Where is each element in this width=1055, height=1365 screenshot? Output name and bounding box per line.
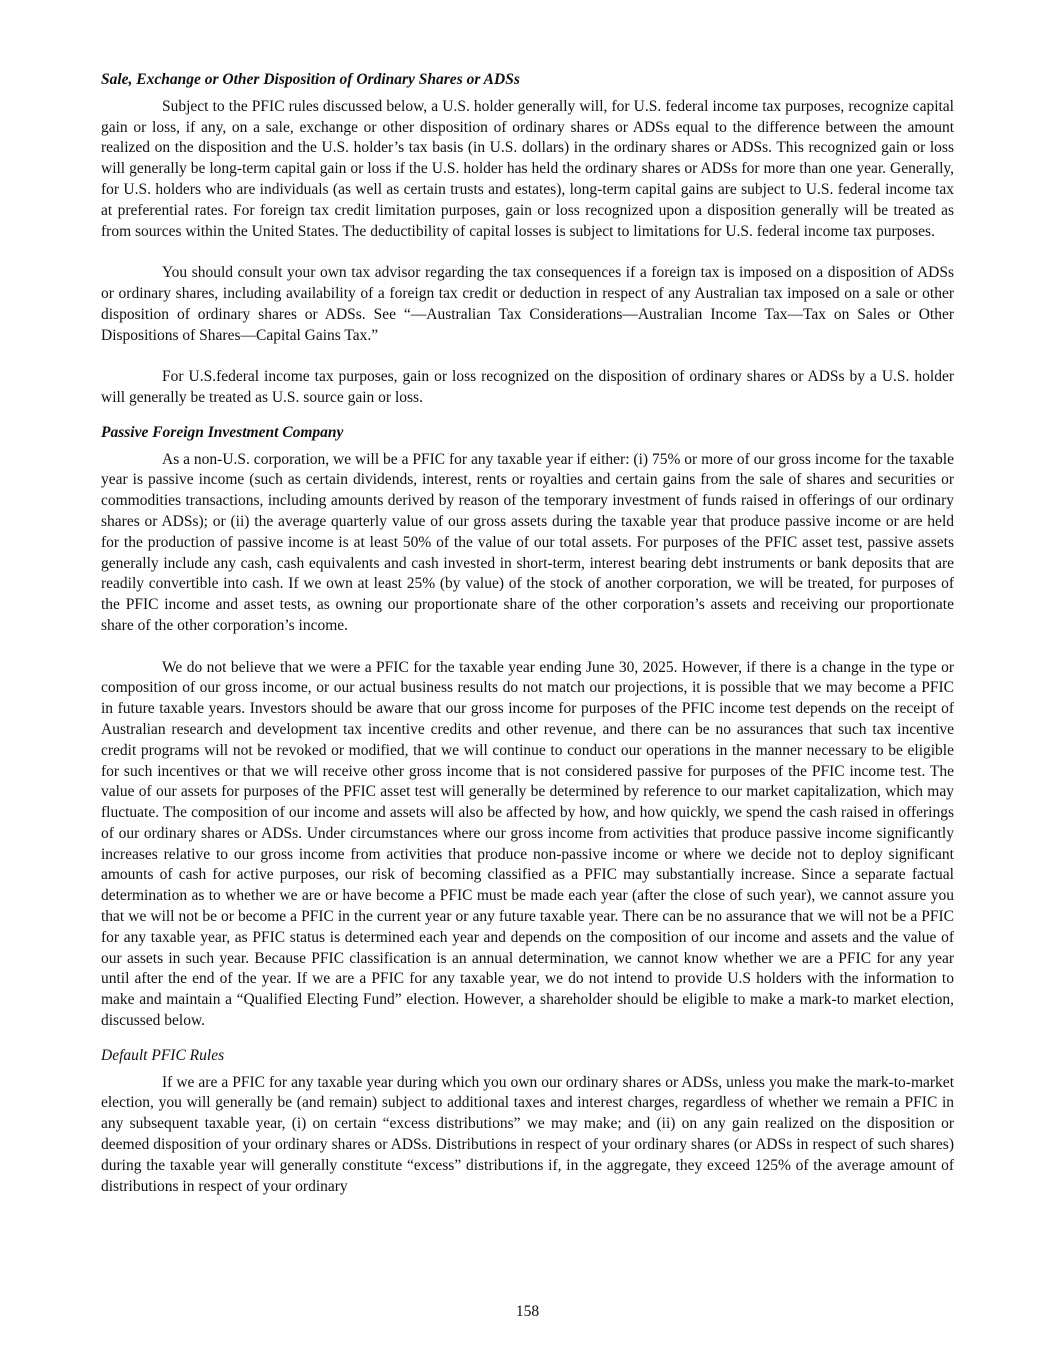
section-heading-sale: Sale, Exchange or Other Disposition of Ordinary Shares or ADSs (101, 71, 520, 88)
subsection-heading-default-pfic-rules: Default PFIC Rules (101, 1046, 225, 1064)
paragraph: As a non-U.S. corporation, we will be a PFIC for any taxable year if either: (i) 75% or more of our gross income for the taxable year is passive income (such as certain dividends, interest, rents or royalties and certain gains from the sale of shares and securities or commodities transactions, including amounts derived by reason of the temporary investment of funds raised in offerings of our ordinary shares or ADSs); or (ii) the average quarterly value of our gross assets during the taxable year that produce passive income or are held for the production of passive income is at least 50% of the value of our total assets. For purposes of the PFIC asset test, passive assets generally include any cash, cash equivalents and cash invested in short-term, interest bearing debt instruments or bank deposits that are readily convertible into cash. If we own at least 25% (by value) of the stock of another corporation, we will be treated, for purposes of the PFIC income and asset tests, as owning our proportionate share of the other corporation’s assets and receiving our proportionate share of the other corporation’s income. (101, 450, 954, 634)
section-heading-pfic: Passive Foreign Investment Company (101, 423, 344, 441)
paragraph: For U.S.federal income tax purposes, gain or loss recognized on the disposition of ordinary shares or ADSs by a U.S. holder will generally be treated as U.S. source gain or loss. (101, 368, 954, 406)
document-page (101, 70, 954, 1197)
paragraph: We do not believe that we were a PFIC for the taxable year ending June 30, 2025. However, if there is a change in the type or composition of our gross income, or our actual business results do not match our projections, it is possible that we may become a PFIC in future taxable years. Investors should be aware that our gross income for purposes of the PFIC income test depends on the receipt of Australian research and development tax incentive credits and other revenue, and there can be no assurances that such tax incentive credit programs will not be revoked or modified, that we will continue to conduct our operations in the manner necessary to be eligible for such incentives or that we will receive other gross income that is not considered passive for purposes of the PFIC income test. The value of our assets for purposes of the PFIC asset test will generally be determined by reference to our market capitalization, which may fluctuate. The composition of our income and assets will also be affected by how, and how quickly, we spend the cash raised in offerings of our ordinary shares or ADSs. Under circumstances where our gross income from activities that produce passive income significantly increases relative to our gross income from activities that produce non-passive income or where we decide not to deploy significant amounts of cash for active purposes, our risk of becoming classified as a PFIC may substantially increase. Since a separate factual determination as to whether we are or have become a PFIC must be made each year (after the close of such year), we cannot assure you that we will not be or become a PFIC in the current year or any future taxable year. There can be no assurance that we will not be a PFIC for any taxable year, as PFIC status is determined each year and depends on the composition of our income and assets and the value of our assets in such year. Because PFIC classification is an annual determination, we cannot know whether we are a PFIC for any year until after the end of the year. If we are a PFIC for any taxable year, we do not intend to provide U.S holders with the information to make and maintain a “Qualified Electing Fund” election. However, a shareholder should be eligible to make a mark-to market election, discussed below. (101, 658, 954, 1030)
paragraph: Subject to the PFIC rules discussed below, a U.S. holder generally will, for U.S. federal income tax purposes, recognize capital gain or loss, if any, on a sale, exchange or other disposition of ordinary shares or ADSs equal to the difference between the amount realized on the disposition and the U.S. holder’s tax basis (in U.S. dollars) in the ordinary shares or ADSs. This recognized gain or loss will generally be long-term capital gain or loss if the U.S. holder has held the ordinary shares or ADSs for more than one year. Generally, for U.S. holders who are individuals (as well as certain trusts and estates), long-term capital gains are subject to U.S. federal income tax at preferential rates. For foreign tax credit limitation purposes, gain or loss recognized upon a disposition generally will be treated as from sources within the United States. The deductibility of capital losses is subject to limitations for U.S. federal income tax purposes. (101, 97, 954, 240)
paragraph: You should consult your own tax advisor regarding the tax consequences if a foreign tax is imposed on a disposition of ADSs or ordinary shares, including availability of a foreign tax credit or deduction in respect of any Australian tax imposed on a sale or other disposition of ordinary shares or ADSs. See “—Australian Tax Considerations—Australian Income Tax—Tax on Sales or Other Dispositions of Shares—Capital Gains Tax.” (101, 264, 954, 344)
page-number: 158 (515, 1303, 540, 1320)
paragraph: If we are a PFIC for any taxable year during which you own our ordinary shares or ADSs, unless you make the mark-to-market election, you will generally be (and remain) subject to additional taxes and interest charges, regardless of whether we remain a PFIC in any subsequent taxable year, (i) on certain “excess distributions” we may make; and (ii) on any gain realized on the disposition or deemed disposition of your ordinary shares or ADSs. Distributions in respect of your ordinary shares (or ADSs in respect of such shares) during the taxable year will generally constitute “excess” distributions if, in the aggregate, they exceed 125% of the average amount of distributions in respect of your ordinary (101, 1073, 954, 1195)
